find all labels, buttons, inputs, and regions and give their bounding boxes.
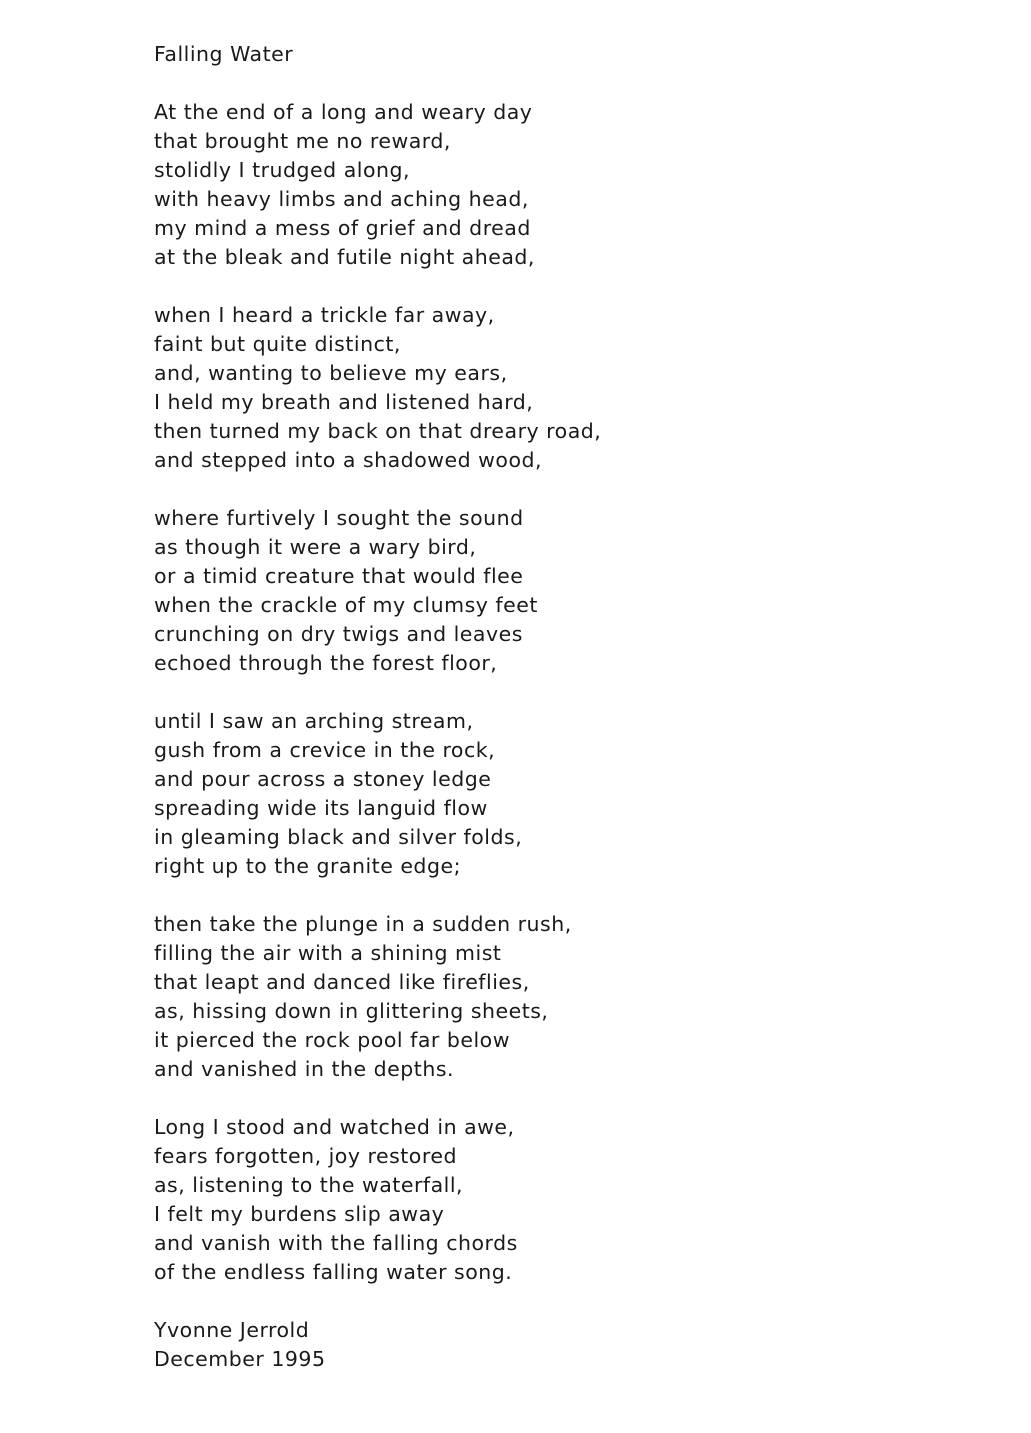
stanza [154, 98, 974, 272]
stanza [154, 1113, 974, 1287]
stanza [154, 504, 974, 678]
poem-line: and, wanting to believe my ears, [154, 361, 508, 385]
poem-line: crunching on dry twigs and leaves [154, 622, 523, 646]
poem-line: or a timid creature that would flee [154, 564, 524, 588]
poem-line: as, hissing down in glittering sheets, [154, 999, 549, 1023]
poem-line: and stepped into a shadowed wood, [154, 448, 543, 472]
poem-line: stolidly I trudged along, [154, 158, 411, 182]
poem-line: with heavy limbs and aching head, [154, 187, 529, 211]
poem-line: then take the plunge in a sudden rush, [154, 912, 572, 936]
poem-line: I felt my burdens slip away [154, 1202, 445, 1226]
poem-line: At the end of a long and weary day [154, 100, 533, 124]
poem-line: I held my breath and listened hard, [154, 390, 534, 414]
poem-line: it pierced the rock pool far below [154, 1028, 510, 1052]
poem-line: spreading wide its languid flow [154, 796, 488, 820]
poem-line: faint but quite distinct, [154, 332, 401, 356]
poem-line: as though it were a wary bird, [154, 535, 477, 559]
poem-line: where furtively I sought the sound [154, 506, 524, 530]
poem-date: December 1995 [154, 1347, 326, 1371]
poem-line: Long I stood and watched in awe, [154, 1115, 515, 1139]
poem-line: and pour across a stoney ledge [154, 767, 492, 791]
poem-line: that leapt and danced like fireflies, [154, 970, 530, 994]
author-name: Yvonne Jerrold [154, 1318, 310, 1342]
poem-line: fears forgotten, joy restored [154, 1144, 457, 1168]
poem-line: as, listening to the waterfall, [154, 1173, 464, 1197]
stanza [154, 707, 974, 881]
poem-line: echoed through the forest floor, [154, 651, 498, 675]
document-page [154, 40, 974, 1374]
poem-line: gush from a crevice in the rock, [154, 738, 496, 762]
signature-block [154, 1316, 974, 1374]
stanza [154, 301, 974, 475]
poem-line: that brought me no reward, [154, 129, 451, 153]
poem-line: my mind a mess of grief and dread [154, 216, 531, 240]
poem-line: at the bleak and futile night ahead, [154, 245, 535, 269]
poem-line: in gleaming black and silver folds, [154, 825, 523, 849]
poem-line: right up to the granite edge; [154, 854, 461, 878]
poem-line: when I heard a trickle far away, [154, 303, 495, 327]
poem-line: and vanished in the depths. [154, 1057, 455, 1081]
poem-line: and vanish with the falling chords [154, 1231, 518, 1255]
poem-line: then turned my back on that dreary road, [154, 419, 602, 443]
poem-line: until I saw an arching stream, [154, 709, 474, 733]
stanza [154, 910, 974, 1084]
poem-line: of the endless falling water song. [154, 1260, 513, 1284]
poem-title: Falling Water [154, 42, 294, 66]
poem-line: when the crackle of my clumsy feet [154, 593, 538, 617]
poem-line: filling the air with a shining mist [154, 941, 502, 965]
